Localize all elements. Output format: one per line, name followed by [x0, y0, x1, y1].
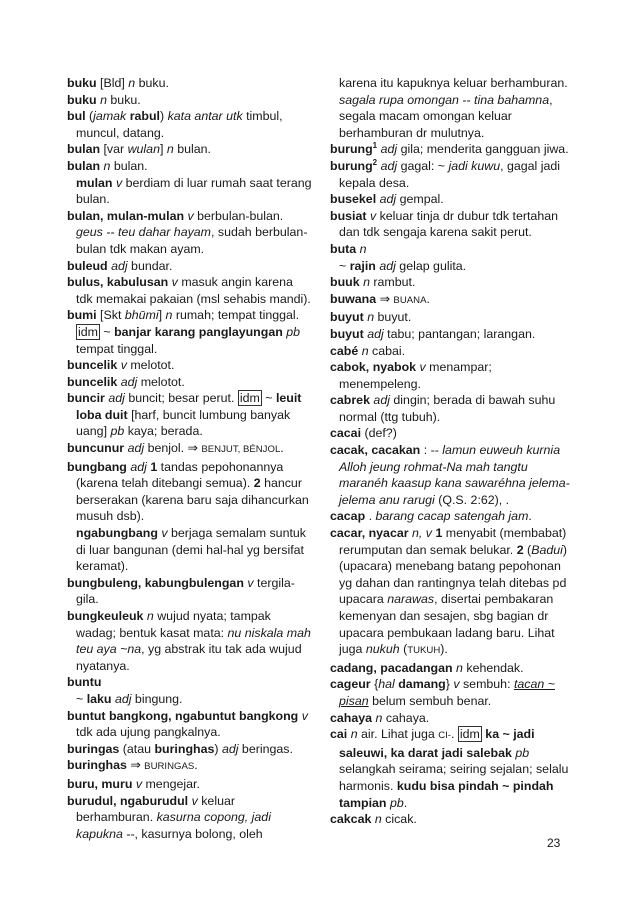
dictionary-entry-bulan-mulan: bulan, mulan-mulan v berbulan-bulan. geus -- teu dahar hayam, sudah berbulan-bulan tdk makan ayam. [67, 208, 308, 256]
dictionary-entry-buwana: buwana ⇒ BUANA. [330, 291, 430, 306]
dictionary-entry-bulus: bulus, kabulusan v masuk angin karena tdk memakai pakaian (msl sehabis mandi). [67, 275, 311, 306]
dictionary-entry-buku2: buku n buku. [67, 92, 141, 107]
dictionary-entry-buringas: buringas (atau buringhas) adj beringas. [67, 741, 293, 756]
dictionary-entry-cadang: cadang, pacadangan n kehendak. [330, 660, 524, 675]
subentry-mulan: mulan v berdiam di luar rumah saat terang bulan. [76, 175, 312, 207]
dictionary-entry-bumi: bumi [Skt bhūmi] n rumah; tempat tinggal. idm ~ banjar karang panglayungan pb tempat tinggal. [67, 308, 301, 356]
dictionary-entry-burudul: burudul, ngaburudul v keluar berhamburan. kasurna copong, jadi kapukna --, kasurnya bolong, oleh [67, 793, 271, 841]
dictionary-entry-cabe: cabé n cabai. [330, 343, 406, 358]
dictionary-entry-cacak: cacak, cacakan : -- lamun euweuh kurnia Alloh jeung rohmat-Na mah tangtu maranéh kaasup kana sawaréhna jelema-jelema anu rarugi (Q.S. 2:62), . [330, 443, 570, 507]
dictionary-entry-buuk: buuk n rambut. [330, 275, 416, 290]
dictionary-entry-buncelik2: buncelik adj melotot. [67, 374, 185, 389]
dictionary-entry-buyut1: buyut n buyut. [330, 310, 412, 325]
dictionary-entry-buncelik1: buncelik v melotot. [67, 358, 175, 373]
left-column [67, 75, 312, 842]
dictionary-entry-cageur: cageur {hal damang} v sembuh: tacan ~ pisan belum sembuh benar. [330, 677, 555, 708]
dictionary-entry-cabok: cabok, nyabok v menampar; menempeleng. [330, 360, 492, 391]
subentry-rajin: ~ rajin adj gelap gulita. [339, 258, 467, 273]
dictionary-entry-cacap: cacap . barang cacap satengah jam. [330, 509, 532, 524]
dictionary-entry-cai: cai n air. Lihat juga CI-. idm ka ~ jadi saleuwi, ka darat jadi salebak pb selangkah seirama; seiring sejalan; selalu harmonis. kudu bisa pindah ~ pindah tampian pb. [330, 727, 569, 810]
dictionary-entry-busiat: busiat v keluar tinja dr dubur tdk tertahan dan tdk sengaja karena sakit perut. [330, 208, 558, 240]
right-column [330, 75, 570, 828]
dictionary-entry-bulan2: bulan n bulan. [67, 158, 148, 173]
dictionary-entry-burung1: burung$^1$ adj gila; menderita gangguan jiwa. [330, 141, 569, 157]
dictionary-entry-buru: buru, muru v mengejar. [67, 776, 200, 791]
dictionary-entry-cacai: cacai (def?) [330, 426, 397, 441]
dictionary-entry-cahaya: cahaya n cahaya. [330, 710, 430, 725]
dictionary-entry-cacar: cacar, nyacar n, v 1 menyabit (membabat) rerumputan dan semak belukar. 2 (Badui) (upacara) menebang batang pepohonan yg dahan dan rantingnya telah ditebas pd upacara narawas, disertai pembakaran kemenyan dan sesajen, sbg bagian dr upacara pembukaan ladang baru. Lihat juga nukuh (TUKUH). [330, 526, 568, 657]
dictionary-entry-buyut2: buyut adj tabu; pantangan; larangan. [330, 326, 536, 341]
dictionary-entry-buta: buta n [330, 241, 367, 256]
dictionary-entry-bungbuleng: bungbuleng, kabungbulengan v tergila-gila. [67, 575, 295, 607]
dictionary-entry-buncunur: buncunur adj benjol. ⇒ BENJUT, BÉNJOL. [67, 441, 284, 456]
subentry-ngabungbang: ngabungbang v berjaga semalam suntuk di luar bangunan (demi hal-hal yg bersifat keramat). [76, 526, 306, 574]
dictionary-entry-buntu: buntu [67, 675, 102, 690]
subentry-laku: ~ laku adj bingung. [76, 691, 183, 706]
dictionary-entry-buku1: buku [Bld] n buku. [67, 76, 169, 90]
dictionary-entry-buntut: buntut bangkong, ngabuntut bangkong v tdk ada ujung pangkalnya. [67, 708, 308, 740]
dictionary-entry-bungkeuleuk: bungkeuleuk n wujud nyata; tampak wadag; bentuk kasat mata: nu niskala mah teu aya ~na, yg abstrak itu tak ada wujud nyatanya. [67, 609, 311, 673]
dictionary-entry-cakcak: cakcak n cicak. [330, 812, 417, 827]
dictionary-entry-bul: bul (jamak rabul) kata antar utk timbul, muncul, datang. [67, 109, 283, 140]
dictionary-entry-bungbang: bungbang adj 1 tandas pepohonannya (karena telah ditebangi semua). 2 hancur berserakan (karena baru saja dihancurkan musuh dsb). [67, 459, 309, 524]
dictionary-entry-buringhas: buringhas ⇒ BURINGAS. [67, 758, 198, 773]
subentry-burudul-cont: karena itu kapuknya keluar berhamburan. sagala rupa omongan -- tina bahamna, segala macam omongan keluar berhamburan dr mulutnya. [339, 76, 568, 140]
dictionary-entry-bulan1: bulan [var wulan] n bulan. [67, 142, 211, 157]
dictionary-entry-buleud: buleud adj bundar. [67, 258, 173, 273]
page-number: 23 [547, 836, 561, 850]
dictionary-entry-busekel: busekel adj gempal. [330, 192, 444, 207]
dictionary-entry-burung2: burung$^2$ adj gagal: ~ jadi kuwu, gagal jadi kepala desa. [330, 157, 561, 190]
dictionary-entry-buncir: buncir adj buncit; besar perut. idm ~ leuit loba duit [harf, buncit lumbung banyak uang] pb kaya; berada. [67, 391, 302, 439]
dictionary-entry-cabrek: cabrek adj dingin; berada di bawah suhu normal (ttg tubuh). [330, 393, 556, 424]
